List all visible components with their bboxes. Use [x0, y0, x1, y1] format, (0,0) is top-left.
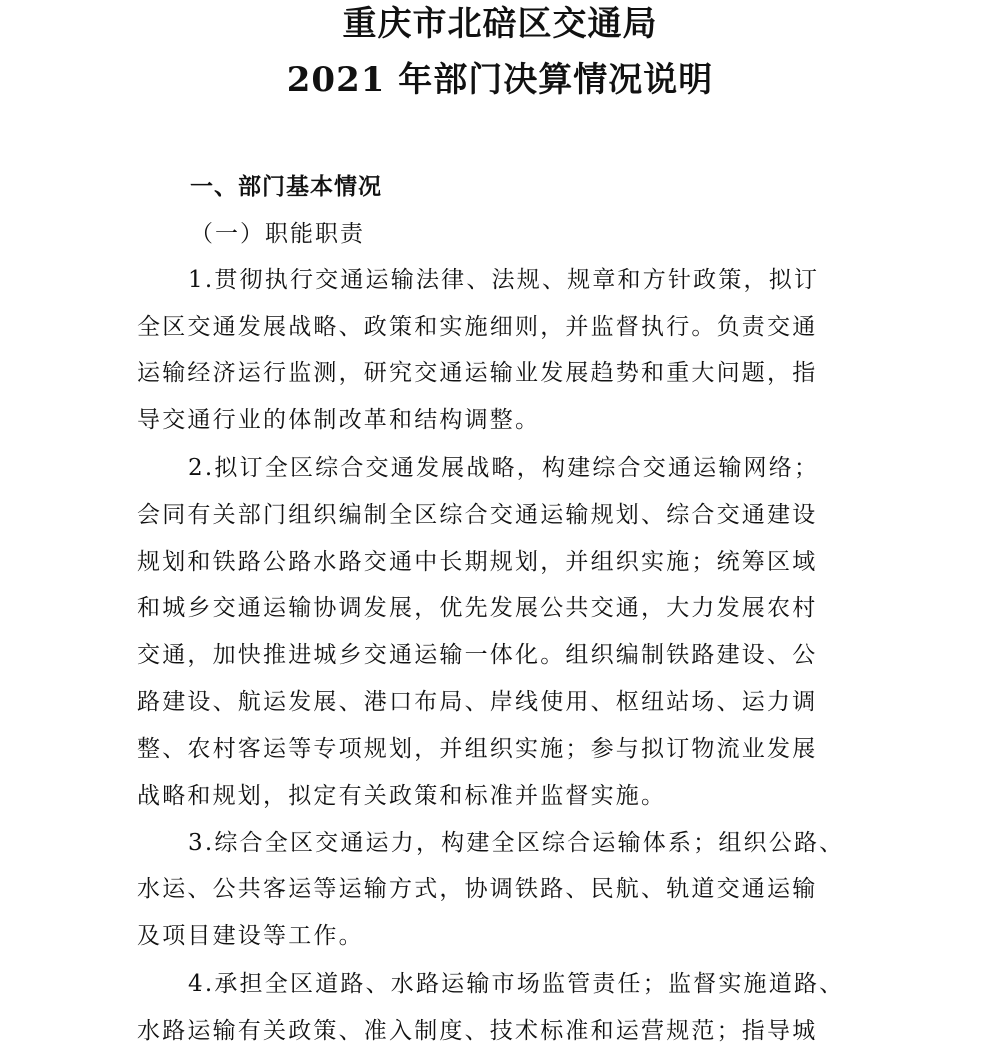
paragraph-line: 水路运输有关政策、准入制度、技术标准和运营规范；指导城 — [137, 1018, 818, 1044]
paragraph-line: 规划和铁路公路水路交通中长期规划，并组织实施；统筹区域 — [137, 549, 818, 575]
paragraph-line: 运输经济运行监测，研究交通运输业发展趋势和重大问题，指 — [137, 360, 818, 386]
subsection-heading: （一）职能职责 — [190, 221, 365, 247]
paragraph-line: 会同有关部门组织编制全区综合交通运输规划、综合交通建设 — [137, 502, 818, 528]
paragraph-line: 路建设、航运发展、港口布局、岸线使用、枢纽站场、运力调 — [137, 689, 818, 715]
paragraph-line: 交通，加快推进城乡交通运输一体化。组织编制铁路建设、公 — [137, 642, 818, 668]
paragraph-line: 战略和规划，拟定有关政策和标准并监督实施。 — [137, 783, 667, 809]
paragraph-line: 及项目建设等工作。 — [137, 923, 364, 949]
paragraph-line: 1.贯彻执行交通运输法律、法规、规章和方针政策，拟订 — [188, 267, 820, 293]
section-heading: 一、部门基本情况 — [190, 173, 382, 200]
document-title-line-1: 重庆市北碚区交通局 — [342, 4, 658, 44]
paragraph-line: 和城乡交通运输协调发展，优先发展公共交通，大力发展农村 — [137, 595, 818, 621]
paragraph-line: 3.综合全区交通运力，构建全区综合运输体系；组织公路、 — [188, 830, 845, 856]
document-title-line-2: 2021 年部门决算情况说明 — [286, 60, 714, 100]
paragraph-line: 全区交通发展战略、政策和实施细则，并监督执行。负责交通 — [137, 314, 818, 340]
paragraph-line: 水运、公共客运等运输方式，协调铁路、民航、轨道交通运输 — [137, 876, 818, 902]
paragraph-line: 导交通行业的体制改革和结构调整。 — [137, 407, 541, 433]
paragraph-line: 整、农村客运等专项规划，并组织实施；参与拟订物流业发展 — [137, 736, 818, 762]
paragraph-line: 4.承担全区道路、水路运输市场监管责任；监督实施道路、 — [188, 971, 845, 997]
paragraph-line: 2.拟订全区综合交通发展战略，构建综合交通运输网络； — [188, 455, 820, 481]
